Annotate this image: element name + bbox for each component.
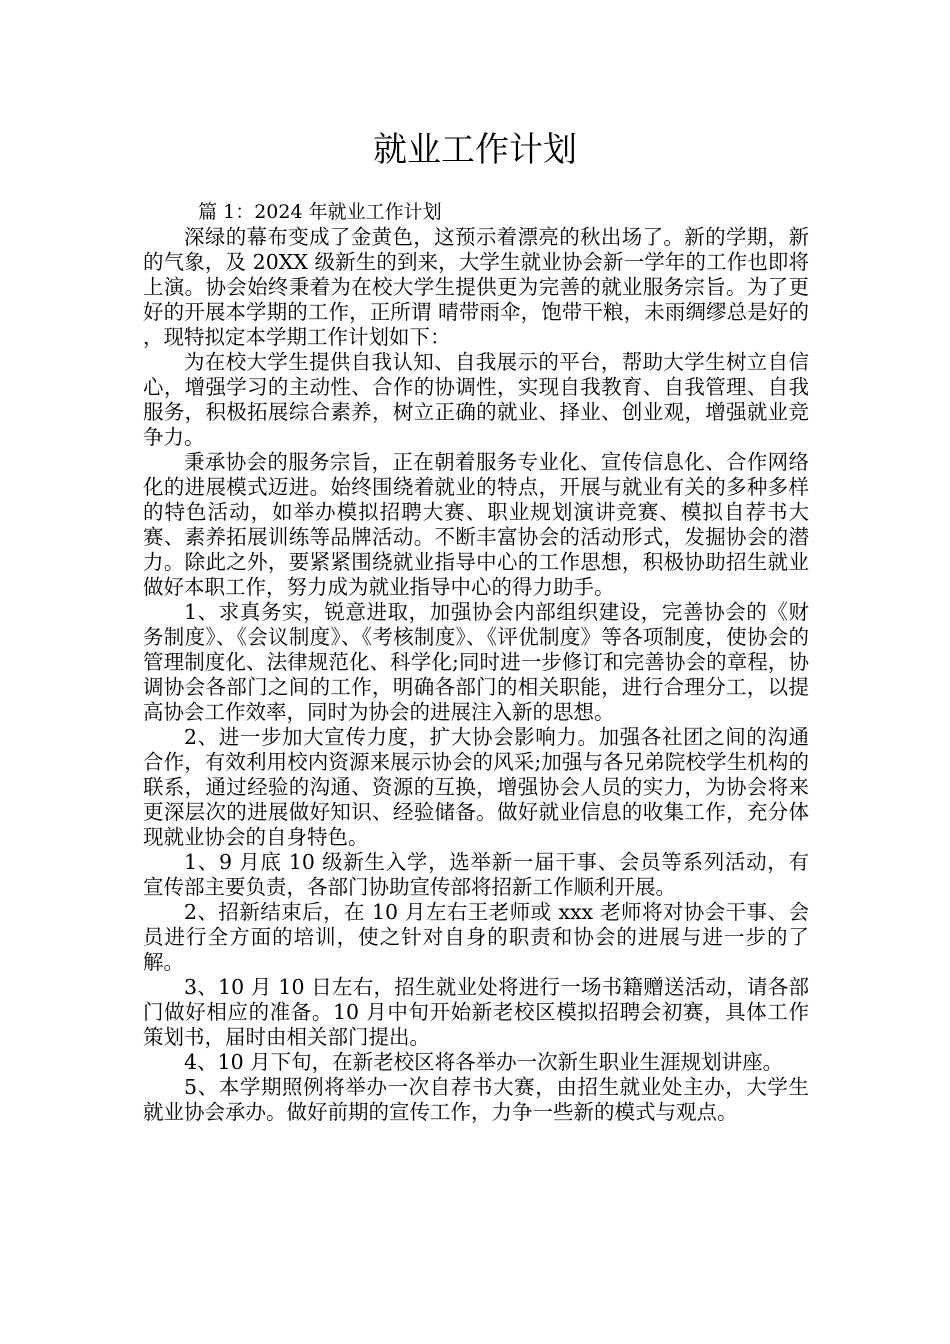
paragraph-schedule-2: 2、招新结束后，在 10 月左右王老师或 xxx 老师将对协会干事、会员进行全方面的培训，使之针对自身的职责和协会的进展与进一步的了解。 [143,900,809,974]
paragraph-mission: 秉承协会的服务宗旨，正在朝着服务专业化、宣传信息化、合作网络化的进展模式迈进。始终围绕着就业的特点，开展与就业有关的多种多样的特色活动，如举办模拟招聘大赛、职业规划演讲竞赛、模拟自荐书大赛、素养拓展训练等品牌活动。不断丰富协会的活动形式，发掘协会的潜力。除此之外，要紧紧围绕就业指导中心的工作思想，积极协助招生就业做好本职工作，努力成为就业指导中心的得力助手。 [143,450,809,599]
document-body [143,200,809,1125]
document-title: 就业工作计划 [373,130,577,170]
paragraph-schedule-5: 5、本学期照例将举办一次自荐书大赛，由招生就业处主办，大学生就业协会承办。做好前期的宣传工作，力争一些新的模式与观点。 [143,1075,809,1124]
paragraph-item-2: 2、进一步加大宣传力度，扩大协会影响力。加强各社团之间的沟通合作，有效利用校内资源来展示协会的风采;加强与各兄弟院校学生机构的联系，通过经验的沟通、资源的互换，增强协会人员的实力，为协会将来更深层次的进展做好知识、经验储备。做好就业信息的收集工作，充分体现就业协会的自身特色。 [143,725,809,849]
paragraph-schedule-3: 3、10 月 10 日左右，招生就业处将进行一场书籍赠送活动，请各部门做好相应的准备。10 月中旬开始新老校区模拟招聘会初赛，具体工作策划书，届时由相关部门提出。 [143,975,809,1049]
paragraph-schedule-4: 4、10 月下旬，在新老校区将各举办一次新生职业生涯规划讲座。 [184,1050,784,1074]
paragraph-purpose: 为在校大学生提供自我认知、自我展示的平台，帮助大学生树立自信心，增强学习的主动性、合作的协调性，实现自我教育、自我管理、自我服务，积极拓展综合素养，树立正确的就业、择业、创业观，增强就业竞争力。 [143,350,809,449]
paragraph-intro: 深绿的幕布变成了金黄色，这预示着漂亮的秋出场了。新的学期，新的气象，及 20XX 级新生的到来，大学生就业协会新一学年的工作也即将上演。协会始终秉着为在校大学生提供更为完善的就业服务宗旨。为了更好的开展本学期的工作，正所谓 晴带雨伞，饱带干粮，未雨绸缪总是好的 ，现特拟定本学期工作计划如下： [143,225,809,349]
paragraph-item-1: 1、求真务实，锐意进取，加强协会内部组织建设，完善协会的《财务制度》、《会议制度》、《考核制度》、《评优制度》等各项制度，使协会的管理制度化、法律规范化、科学化;同时进一步修订和完善协会的章程，协调协会各部门之间的工作，明确各部门的相关职能，进行合理分工，以提高协会工作效率，同时为协会的进展注入新的思想。 [143,600,809,724]
section-heading: 篇 1：2024 年就业工作计划 [198,201,442,223]
paragraph-schedule-1: 1、9 月底 10 级新生入学，选举新一届干事、会员等系列活动，有宣传部主要负责，各部门协助宣传部将招新工作顺利开展。 [143,850,809,899]
